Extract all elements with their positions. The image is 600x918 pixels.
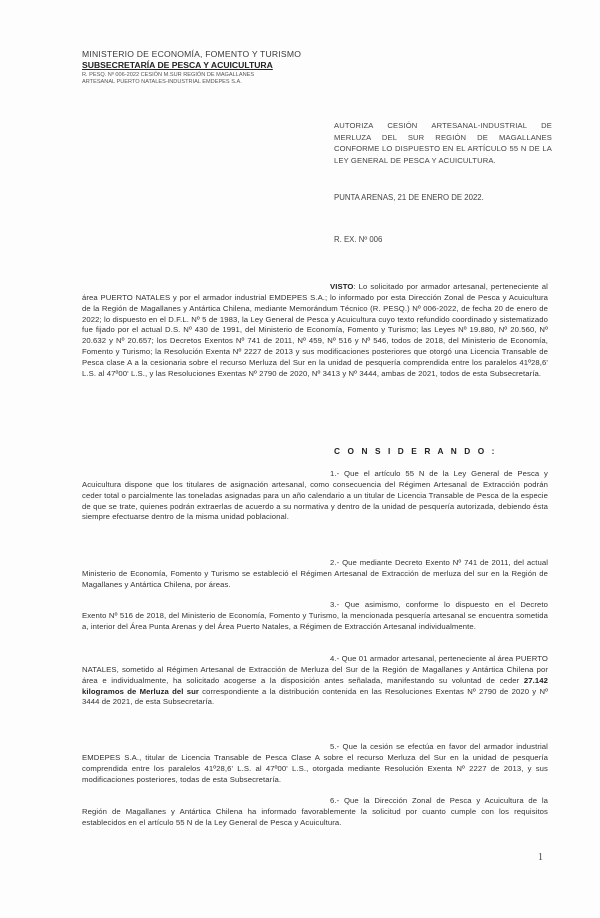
considerando-heading: C O N S I D E R A N D O :	[334, 446, 498, 456]
paragraph-text: correspondiente a la distribución contenida en las Resoluciones Exentas Nº 2790 de 2020 y Nº 3444 de 2021, de esta Subsecretaría.	[82, 686, 549, 707]
visto-label: VISTO	[330, 282, 354, 291]
ministry-name: MINISTERIO DE ECONOMÍA, FOMENTO Y TURISMO	[82, 49, 302, 59]
ceded-amount: 27.142 kilogramos de Merluza del sur	[82, 675, 548, 696]
considerando-paragraph-4	[82, 654, 548, 708]
considerando-paragraph-6	[82, 796, 548, 829]
letterhead	[82, 49, 312, 86]
visto-paragraph	[82, 282, 548, 380]
reference-line-1: R. PESQ. Nº 006-2022 CESIÓN M.SUR REGIÓN DE MAGALLANES	[82, 72, 255, 78]
paragraph-text: 1.- Que el artículo 55 N de la Ley General de Pesca y Acuicultura dispone que los titulares de asignación artesanal, como consecuencia del Régimen Artesanal de Extracción podrán ceder total o parcialmente las toneladas asignadas para un año calendario a un titular de Licencia Transable de Pesca de la especie de que se trate, quienes podrán extraerlas de acuerdo a su normativa y dentro de la unidad de pesquería autorizada, debiendo ésta siempre efectuarse dentro de la misma unidad poblacional.	[82, 469, 548, 522]
paragraph-text: 6.- Que la Dirección Zonal de Pesca y Acuicultura de la Región de Magallanes y Antártica Chilena ha informado favorablemente la solicitud por cuanto cumple con los requisitos establecidos en el artículo 55 N de la Ley General de Pesca y Acuicultura.	[82, 796, 548, 827]
resolution-subject: AUTORIZA CESIÓN ARTESANAL-INDUSTRIAL DE MERLUZA DEL SUR REGIÓN DE MAGALLANES CONFORME LO DISPUESTO EN EL ARTÍCULO 55 N DE LA LEY GENERAL DE PESCA Y ACUICULTURA.	[334, 121, 552, 165]
paragraph-text: 2.- Que mediante Decreto Exento Nº 741 de 2011, del actual Ministerio de Economía, Fomento y Turismo se estableció el Régimen Artesanal de Extracción de merluza del sur en la Región de Magallanes y Antártica Chilena, por áreas.	[82, 558, 548, 589]
place-and-date: PUNTA ARENAS, 21 DE ENERO DE 2022.	[334, 193, 484, 202]
considerando-paragraph-5	[82, 742, 548, 785]
paragraph-text: 5.- Que la cesión se efectúa en favor del armador industrial EMDEPES S.A., titular de Licencia Transable de Pesca Clase A sobre el recurso Merluza del Sur en la unidad de pesquería comprendida entre los paralelos 41º28,6' L.S. al 47º00' L.S., otorgada mediante Resolución Exenta Nº 2227 de 2013, y sus modificaciones posteriores, todas de esta Subsecretaría.	[82, 742, 548, 784]
considerando-paragraph-3	[82, 600, 548, 633]
visto-text: : Lo solicitado por armador artesanal, perteneciente al área PUERTO NATALES y por el armador industrial EMDEPES S.A.; lo informado por esta Dirección Zonal de Pesca y Acuicultura de la Región de Magallanes y Antártica Chilena, mediante Memorándum Técnico (R. PESQ.) Nº 006-2022, de fecha 20 de enero de 2022; lo dispuesto en el D.F.L. Nº 5 de 1983, la Ley General de Pesca y Acuicultura cuyo texto refundido coordinado y sistematizado fue fijado por el actual D.S. Nº 430 de 1991, del Ministerio de Economía, Fomento y Turismo; las Leyes Nº 19.880, Nº 20.560, Nº 20.632 y Nº 20.657; los Decretos Exentos Nº 741 de 2011, Nº 459, Nº 516 y Nº 546, todos de 2018, del Ministerio de Economía, Fomento y Turismo; la Resolución Exenta Nº 2227 de 2013 y sus modificaciones posteriores que otorgó una Licencia Transable de Pesca clase A a la cesionaria sobre el recurso Merluza del Sur en la unidad de pesquería comprendida entre los paralelos 41º28,6' L.S. al 47º00' L.S., y las Resoluciones Exentas Nº 2790 de 2020, Nº 3413 y Nº 3444, ambas de 2021, todos de esta Subsecretaría.	[82, 282, 548, 378]
paragraph-text: 4.- Que 01 armador artesanal, perteneciente al área PUERTO NATALES, sometido al Régimen Artesanal de Extracción de Merluza del Sur de la Región de Magallanes y Antártica Chilena por área e individualmente, ha solicitado acogerse a la disposición antes señalada, manifestando su voluntad de ceder	[82, 654, 548, 685]
page-number: 1	[538, 852, 543, 863]
resolution-number: R. EX. Nº 006	[334, 235, 383, 244]
considerando-paragraph-2	[82, 558, 548, 591]
undersecretariat-name: SUBSECRETARÍA DE PESCA Y ACUICULTURA	[82, 60, 273, 70]
considerando-paragraph-1	[82, 469, 548, 523]
paragraph-text: 3.- Que asimismo, conforme lo dispuesto en el Decreto Exento Nº 516 de 2018, del Ministerio de Economía, Fomento y Turismo, la mencionada pesquería artesanal se encuentra sometida a, interior del Área Punta Arenas y del Área Puerto Natales, a Régimen de Extracción Artesanal individualmente.	[82, 600, 548, 631]
reference-line-2: ARTESANAL PUERTO NATALES-INDUSTRIAL EMDEPES S.A.	[82, 79, 242, 86]
